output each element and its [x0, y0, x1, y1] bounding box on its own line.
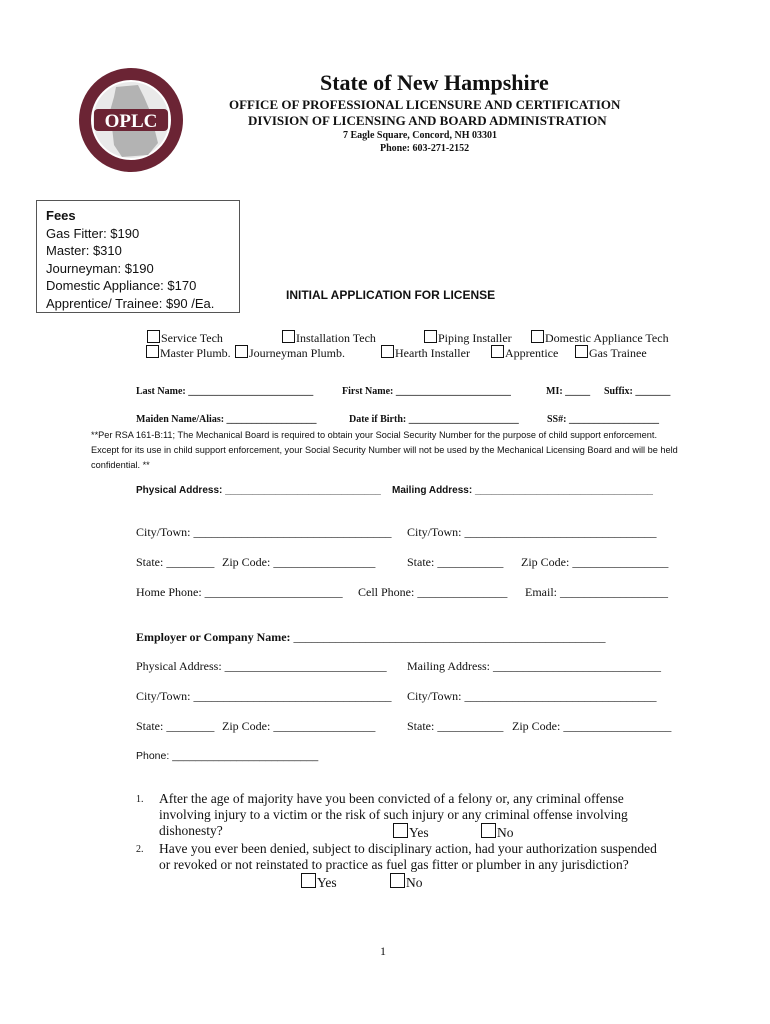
- zip-code-mailing-field[interactable]: Zip Code: ________________: [521, 555, 669, 569]
- question-2-number: 2.: [136, 844, 144, 855]
- checkbox-gas-trainee[interactable]: Gas Trainee: [575, 345, 647, 361]
- checkbox[interactable]: [393, 823, 408, 838]
- employer-phone-field[interactable]: Phone: _________________________: [136, 750, 319, 762]
- logo-text: OPLC: [104, 111, 158, 132]
- checkbox[interactable]: [235, 345, 248, 358]
- page-number: 1: [380, 944, 386, 958]
- checkbox[interactable]: [381, 345, 394, 358]
- checkbox-master-plumb[interactable]: Master Plumb.: [146, 345, 231, 361]
- question-1-line: dishonesty?: [159, 823, 223, 838]
- oplc-logo: [78, 67, 184, 173]
- office-title: OFFICE OF PROFESSIONAL LICENSURE AND CERTIFICATION: [229, 97, 621, 112]
- city-town-field[interactable]: City/Town: _________________________________: [136, 525, 392, 539]
- employer-state-field[interactable]: State: ________: [136, 719, 215, 733]
- checkbox[interactable]: [282, 330, 295, 343]
- checkbox[interactable]: [481, 823, 496, 838]
- fees-box: [36, 200, 240, 313]
- suffix-field[interactable]: Suffix: _______: [604, 386, 671, 397]
- employer-zip-code-field[interactable]: Zip Code: _________________: [222, 719, 376, 733]
- employer-city-town-field[interactable]: City/Town: _________________________________: [136, 689, 392, 703]
- fees-title: Fees: [46, 208, 76, 223]
- checkbox[interactable]: [146, 345, 159, 358]
- fee-item: Apprentice/ Trainee: $90 /Ea.: [46, 295, 215, 311]
- question-1-number: 1.: [136, 794, 144, 805]
- state-mailing-field[interactable]: State: ___________: [407, 555, 504, 569]
- checkbox[interactable]: [531, 330, 544, 343]
- fee-item: Journeyman: $190: [46, 260, 154, 276]
- checkbox[interactable]: [491, 345, 504, 358]
- checkbox[interactable]: [424, 330, 437, 343]
- question-1-no[interactable]: No: [481, 823, 514, 841]
- checkbox[interactable]: [147, 330, 160, 343]
- ssn-field[interactable]: SS#: __________________: [547, 414, 659, 425]
- checkbox[interactable]: [301, 873, 316, 888]
- state-field[interactable]: State: ________: [136, 555, 215, 569]
- checkbox-installation-tech[interactable]: Installation Tech: [282, 330, 376, 346]
- ssn-note: **Per RSA 161-B:11; The Mechanical Board is required to obtain your Social Security Number for the purpose of child support enforcement. Except for its use in child support enforcement, your Social Security Number will not be used by the Mechanical Licensing Board and will be held confidential. **: [91, 430, 678, 470]
- question-2-line: or revoked or not reinstated to practice as fuel gas fitter or plumber in any jurisdiction?: [159, 857, 629, 872]
- employer-zip-code-mailing-field[interactable]: Zip Code: __________________: [512, 719, 672, 733]
- last-name-field[interactable]: Last Name: _________________________: [136, 386, 314, 397]
- form-title: INITIAL APPLICATION FOR LICENSE: [286, 288, 496, 302]
- state-title: State of New Hampshire: [320, 70, 549, 95]
- home-phone-field[interactable]: Home Phone: _______________________: [136, 585, 343, 599]
- mailing-address-field[interactable]: Mailing Address: ________________________________: [392, 485, 653, 496]
- division-title: DIVISION OF LICENSING AND BOARD ADMINISTRATION: [248, 113, 607, 128]
- mi-field[interactable]: MI: _____: [546, 386, 591, 397]
- question-1-yes[interactable]: Yes: [393, 823, 429, 841]
- employer-physical-address-field[interactable]: Physical Address: ___________________________: [136, 659, 387, 673]
- email-field[interactable]: Email: __________________: [525, 585, 668, 599]
- employer-name-field[interactable]: Employer or Company Name: ____________________________________________________: [136, 630, 606, 644]
- checkbox-apprentice[interactable]: Apprentice: [491, 345, 558, 361]
- cell-phone-field[interactable]: Cell Phone: _______________: [358, 585, 508, 599]
- question-2-no[interactable]: No: [390, 873, 423, 891]
- question-2-yes[interactable]: Yes: [301, 873, 337, 891]
- fee-item: Domestic Appliance: $170: [46, 278, 197, 294]
- office-phone: Phone: 603-271-2152: [380, 143, 470, 154]
- checkbox-service-tech[interactable]: Service Tech: [147, 330, 223, 346]
- question-1-line: After the age of majority have you been convicted of a felony or, any criminal offense: [159, 791, 624, 806]
- employer-mailing-address-field[interactable]: Mailing Address: ____________________________: [407, 659, 661, 673]
- zip-code-field[interactable]: Zip Code: _________________: [222, 555, 376, 569]
- employer-state-mailing-field[interactable]: State: ___________: [407, 719, 504, 733]
- maiden-name-field[interactable]: Maiden Name/Alias: __________________: [136, 414, 317, 425]
- employer-city-town-mailing-field[interactable]: City/Town: ________________________________: [407, 689, 657, 703]
- office-address: 7 Eagle Square, Concord, NH 03301: [343, 130, 497, 141]
- checkbox-piping-installer[interactable]: Piping Installer: [424, 330, 512, 346]
- fee-item: Master: $310: [46, 243, 122, 259]
- question-1-line: involving injury to a victim or the risk of such injury or any criminal offense involving: [159, 807, 628, 822]
- first-name-field[interactable]: First Name: _______________________: [342, 386, 511, 397]
- checkbox[interactable]: [575, 345, 588, 358]
- city-town-mailing-field[interactable]: City/Town: ________________________________: [407, 525, 657, 539]
- checkbox-journeyman-plumb[interactable]: Journeyman Plumb.: [235, 345, 345, 361]
- checkbox-domestic-appliance-tech[interactable]: Domestic Appliance Tech: [531, 330, 669, 346]
- question-2-line: Have you ever been denied, subject to disciplinary action, had your authorization suspended: [159, 841, 657, 856]
- physical-address-field[interactable]: Physical Address: ____________________________: [136, 485, 381, 496]
- date-of-birth-field[interactable]: Date if Birth: ______________________: [349, 414, 519, 425]
- checkbox-hearth-installer[interactable]: Hearth Installer: [381, 345, 470, 361]
- fee-item: Gas Fitter: $190: [46, 225, 140, 241]
- checkbox[interactable]: [390, 873, 405, 888]
